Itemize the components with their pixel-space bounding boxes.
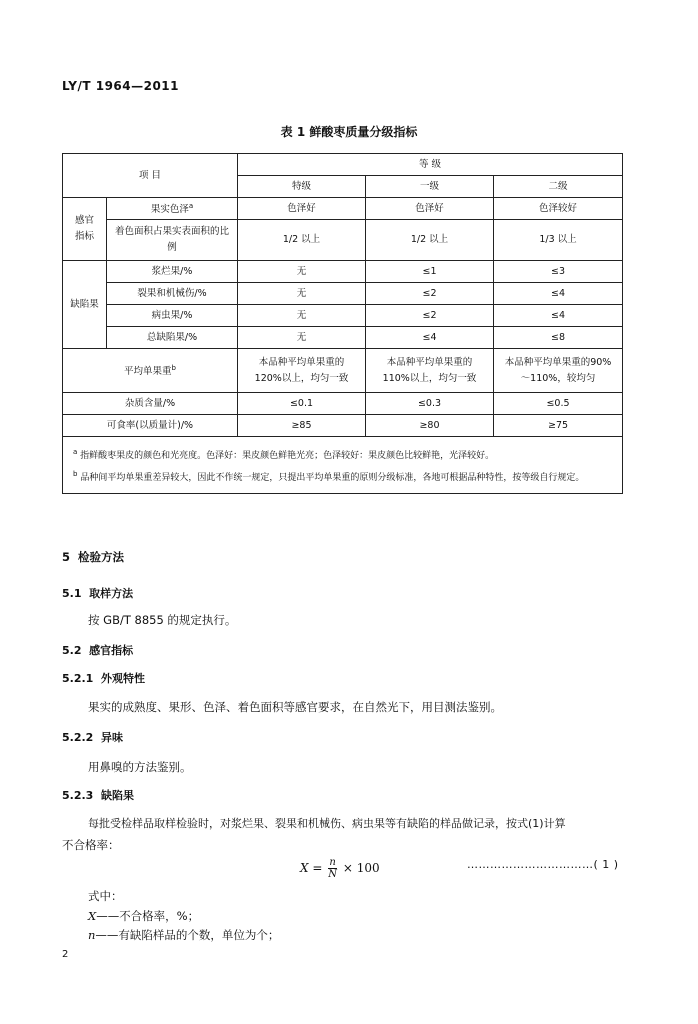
table-cell: ≤2 (366, 305, 494, 327)
where-label: 式中： (88, 889, 123, 903)
col-item-header: 项 目 (63, 154, 238, 198)
table-cell: 本品种平均单果重的90%～110%，较均匀 (494, 349, 623, 393)
table-cell: ≤1 (366, 261, 494, 283)
table-cell: ≥85 (238, 415, 366, 437)
footnote-ref-b: b (171, 364, 176, 373)
section-5-2-3-text-1: 每批受检样品取样检验时，对浆烂果、裂果和机械伤、病虫果等有缺陷的样品做记录，按式(1)计算 (88, 817, 566, 830)
where-x: X——不合格率，%； (88, 909, 200, 923)
grade-header-first: 一级 (366, 176, 494, 198)
table-cell: ≤4 (494, 305, 623, 327)
where-n: n——有缺陷样品的个数，单位为个； (88, 928, 280, 942)
table-cell: ≤4 (366, 327, 494, 349)
section-5-heading: 5 检验方法 (62, 550, 125, 564)
formula-fraction: $\frac{n}{N}$ (328, 857, 337, 880)
standard-number: LY/T 1964—2011 (62, 79, 180, 93)
table-title: 表 1 鲜酸枣质量分级指标 (280, 125, 418, 139)
row-label: 浆烂果/% (107, 261, 238, 283)
grade-header-second: 二级 (494, 176, 623, 198)
table-cell: ≤2 (366, 283, 494, 305)
row-label: 总缺陷果/% (107, 327, 238, 349)
table-cell: ≥75 (494, 415, 623, 437)
table-cell: ≤0.3 (366, 393, 494, 415)
row-label: 病虫果/% (107, 305, 238, 327)
row-label: 果实色泽$^a$ (107, 198, 238, 220)
table-cell: 色泽较好 (494, 198, 623, 220)
table-cell: 无 (238, 283, 366, 305)
section-5-2-1-heading: 5.2.1 外观特性 (62, 672, 145, 685)
table-cell: 1/2 以上 (238, 220, 366, 261)
footnote-ref-a: a (188, 202, 194, 211)
group-sensory: 感官指标 (63, 198, 107, 261)
table-cell: 1/2 以上 (366, 220, 494, 261)
footnote-b: $^b$ 品种间平均单果重差异较大，因此不作统一规定，只提出平均单果重的原则分级标准，各地可根据品种特性，按等级自行规定。 (73, 470, 585, 483)
table-cell: 色泽好 (238, 198, 366, 220)
equation-number: ……………………………( 1 ) (467, 858, 619, 871)
table-cell: ≤0.1 (238, 393, 366, 415)
row-label: 可食率(以质量计)/% (63, 415, 238, 437)
col-grade-header: 等 级 (238, 154, 623, 176)
formula-1: X = $\frac{n}{N}$ × 100 (300, 857, 380, 880)
table-cell: ≤0.5 (494, 393, 623, 415)
table-cell: 无 (238, 305, 366, 327)
quality-grade-table (62, 153, 623, 494)
table-cell: 1/3 以上 (494, 220, 623, 261)
group-defect: 缺陷果 (63, 261, 107, 349)
section-5-2-3-heading: 5.2.3 缺陷果 (62, 789, 134, 802)
table-footnotes (63, 437, 623, 494)
table-cell: 本品种平均单果重的120%以上，均匀一致 (238, 349, 366, 393)
table-cell: 无 (238, 261, 366, 283)
section-5-2-heading: 5.2 感官指标 (62, 644, 134, 657)
page-number: 2 (62, 949, 69, 960)
table-cell: ≥80 (366, 415, 494, 437)
table-cell: ≤8 (494, 327, 623, 349)
section-5-2-2-heading: 5.2.2 异味 (62, 731, 123, 744)
row-label: 着色面积占果实表面积的比例 (107, 220, 238, 261)
table-cell: ≤4 (494, 283, 623, 305)
row-label: 裂果和机械伤/% (107, 283, 238, 305)
row-label: 杂质含量/% (63, 393, 238, 415)
table-cell: 无 (238, 327, 366, 349)
section-5-2-2-text: 用鼻嗅的方法鉴别。 (88, 760, 192, 774)
row-label: 平均单果重$^b$ (63, 349, 238, 393)
section-5-1-text: 按 GB/T 8855 的规定执行。 (88, 613, 237, 627)
section-5-2-3-text-2: 不合格率： (62, 838, 120, 852)
grade-header-premium: 特级 (238, 176, 366, 198)
section-5-2-1-text: 果实的成熟度、果形、色泽、着色面积等感官要求，在自然光下，用目测法鉴别。 (88, 700, 502, 714)
table-cell: 本品种平均单果重的110%以上，均匀一致 (366, 349, 494, 393)
table-cell: 色泽好 (366, 198, 494, 220)
footnote-a: $^a$ 指鲜酸枣果皮的颜色和光亮度。色泽好：果皮颜色鲜艳光亮；色泽较好：果皮颜色比较鲜艳，光泽较好。 (73, 448, 495, 461)
table-cell: ≤3 (494, 261, 623, 283)
section-5-1-heading: 5.1 取样方法 (62, 587, 134, 600)
